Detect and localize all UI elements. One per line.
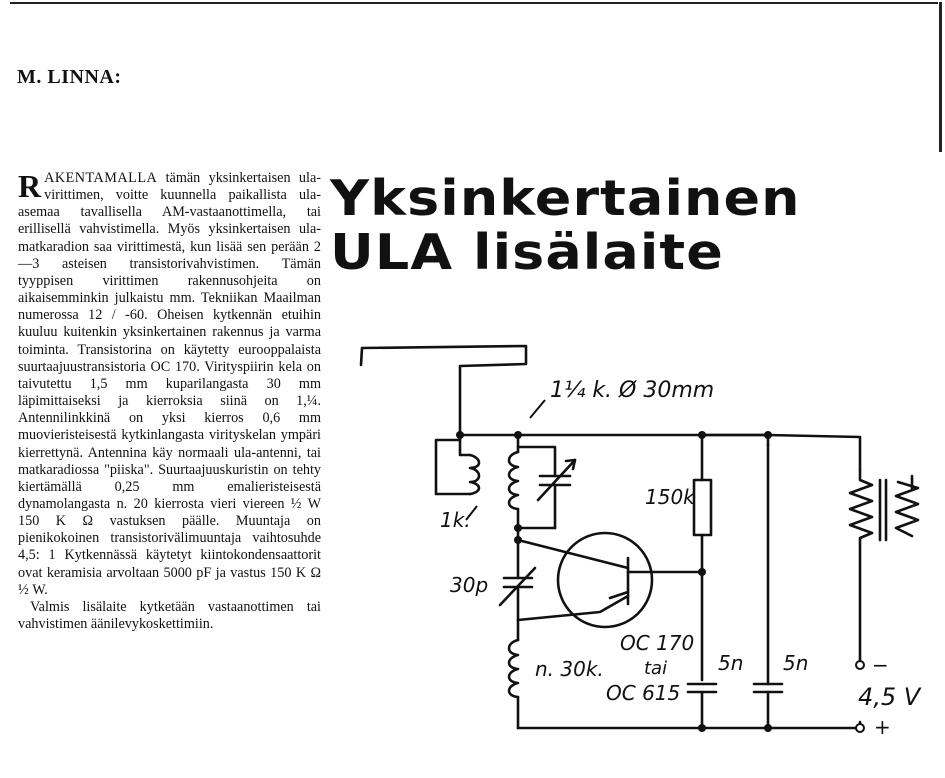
transformer-secondary <box>896 482 918 536</box>
transistor-envelope <box>558 533 652 627</box>
resistor-label: 150k <box>645 485 695 509</box>
antenna-link-return <box>436 440 470 494</box>
transistor-label-3: OC 615 <box>606 681 681 705</box>
article-title-line2: ULA lisälaite <box>330 224 724 281</box>
minus-label: − <box>872 653 889 677</box>
resistor-150k <box>694 480 711 535</box>
tuning-cap-arrow <box>538 460 575 500</box>
terminal-plus <box>856 724 864 732</box>
junction-dot <box>514 431 522 439</box>
article-title-line1: Yksinkertainen <box>330 170 801 227</box>
junction-dot <box>456 431 464 439</box>
junction-dot <box>514 536 522 544</box>
trimmer-label: 30p <box>450 573 489 597</box>
body-text: tämän yksinkertaisen ula-virittimen, voitte kuunnella paikallista ula-asemaa tavallisella AM-vastaanottimella, tai erillisellä vahvistimella. Myös yksinkertaisen ula-matkaradion saa virittimestä, kun lisää sen perään 2—3 asteisen transistorivahvistimen. Tämän tyyppisen virittimen rakennusohjeita on aikaisemminkin julkaistu mm. Tekniikan Maailman numerossa 12 / -60. Oheisen kytkennän etuihin kuuluu kuitenkin yksinkertainen rakennus ja varma toiminta. Transistorina on käytetty eurooppalaista suurtaajuustransistoria OC 170. Virityspiirin kela on taivutettu 1,5 mm kuparilangasta 30 mm läpimittaiseksi ja kierroksia siinä on 1,¼. Antennilinkkinä on yksi kierros 0,6 mm muovieristeisestä kytkinlangasta virityskelan ympäri kierrettynä. Antennina käy normaali ula-antenni, tai matkaradiossa "piiska". Suurtaajuuskuristin on tehty kiertämällä 0,25 mm emalieristeisestä dynamolangasta n. 20 kierrosta vieri viereen ½ W 150 K Ω vastuksen päälle. Muuntaja on pienikokoinen transistorivälimuuntaja vaihtosuhde 4,5: 1 Kytkennässä käytetyt kiintokondensaattorit ovat keramisia arvoltaan 5000 pF ja vastus 150 K Ω ½ W. <box>18 170 321 598</box>
junction-dot <box>514 524 522 532</box>
choke-label: n. 30k. <box>535 657 604 681</box>
coil-label-pointer <box>530 400 545 418</box>
tank-coil <box>509 452 518 509</box>
battery-label: 4,5 V <box>858 683 921 711</box>
cap2-label: 5n <box>783 651 809 675</box>
junction-dot <box>698 431 706 439</box>
transformer-primary <box>850 470 872 660</box>
junction-dot <box>698 724 706 732</box>
tank-coil-bottom <box>518 509 555 528</box>
lead-caps: AKENTAMALLA <box>44 170 158 186</box>
antenna-t <box>361 346 526 435</box>
terminal-minus <box>856 661 864 669</box>
tuning-cap-wire <box>518 447 555 476</box>
plus-label: + <box>874 715 891 739</box>
top-rail <box>460 435 768 445</box>
coil-label: 1¼ k. Ø 30mm <box>550 378 715 403</box>
junction-dot <box>698 568 706 576</box>
junction-dot <box>764 431 772 439</box>
author-byline: M. LINNA: <box>17 66 122 88</box>
junction-dot <box>764 724 772 732</box>
transistor-base-lead2 <box>518 596 628 620</box>
transistor-label-1: OC 170 <box>620 631 695 655</box>
drop-cap: R <box>18 168 42 204</box>
antenna-link-coil <box>470 455 479 494</box>
cap1-label: 5n <box>718 651 744 675</box>
top-rail-right <box>702 435 860 470</box>
antenna-link-label: 1k. <box>440 508 471 532</box>
closing-paragraph: Valmis lisälaite kytketään vastaanottimen tai vahvistimen äänilevykoskettimiin. <box>18 598 321 633</box>
choke-coil <box>509 640 518 697</box>
transistor-label-2: tai <box>644 658 668 679</box>
